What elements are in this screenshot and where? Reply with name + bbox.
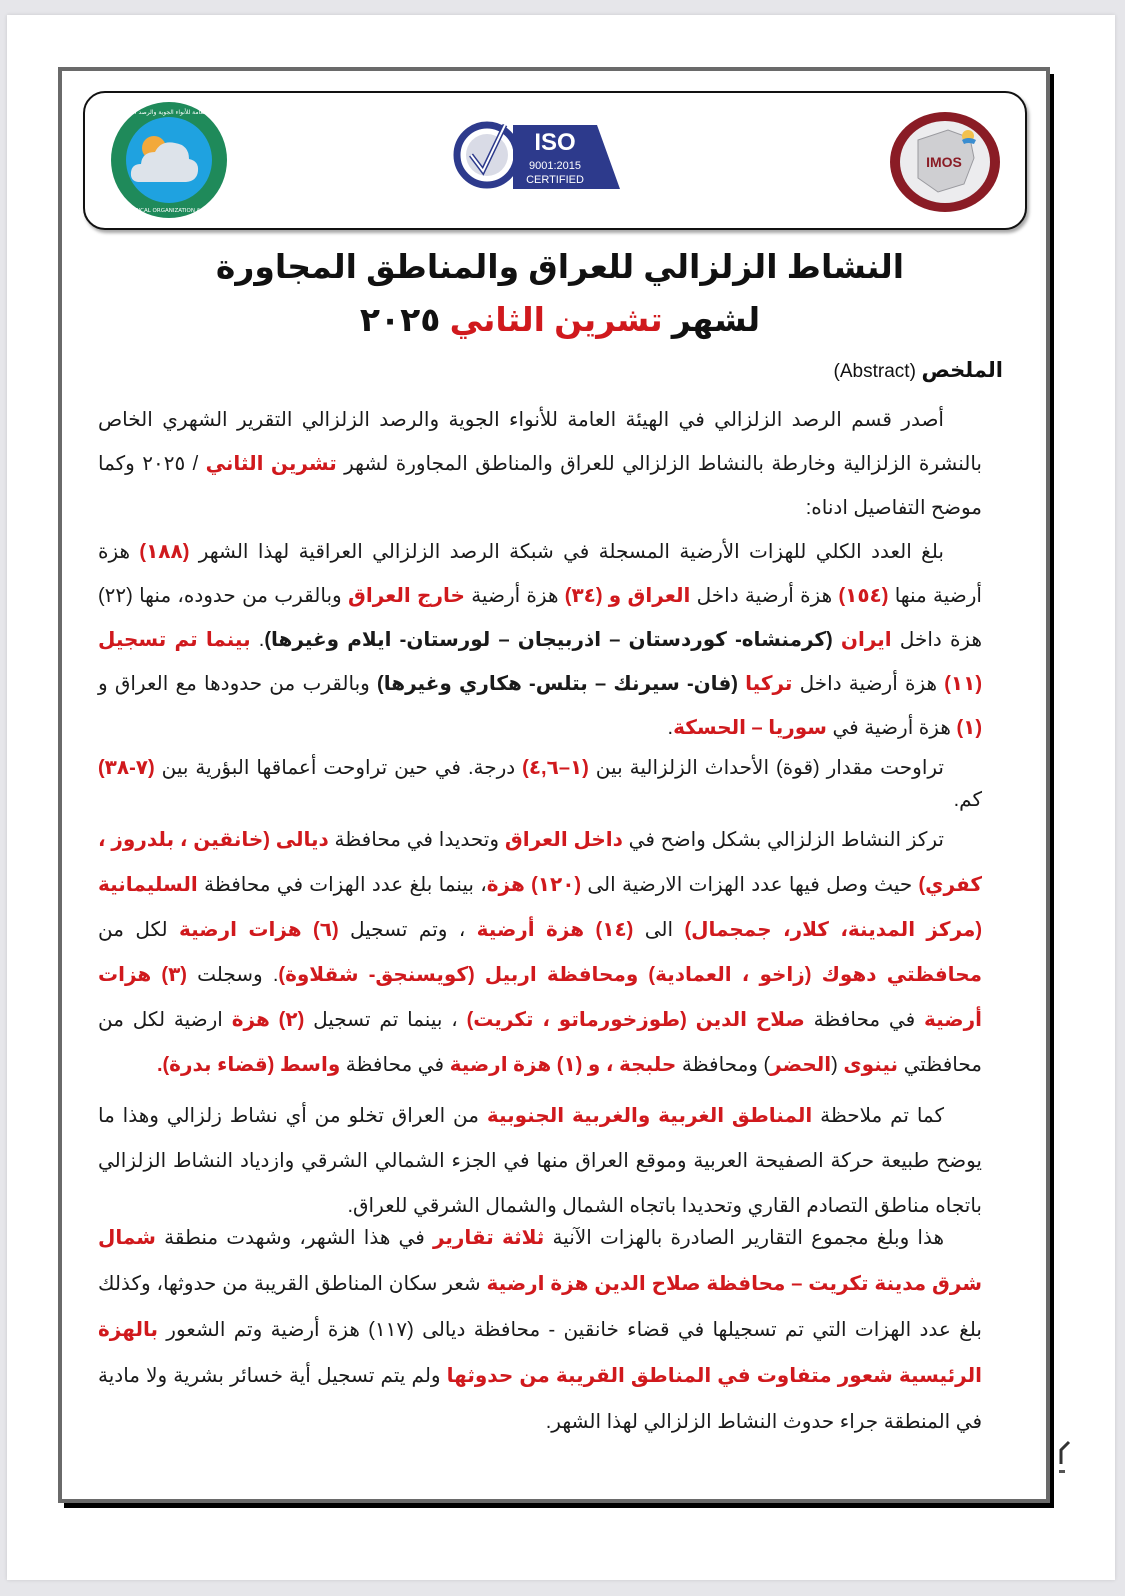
paragraph-intro — [98, 398, 982, 530]
highlighted-text: نينوى — [843, 1054, 899, 1076]
body-text: . وسجلت — [186, 964, 279, 986]
body-text: وتحديدا في محافظة — [328, 829, 505, 851]
body-text: كم. — [953, 789, 982, 811]
body-text: من العراق تخلو من أي نشاط زلزالي وهذا ما يوضح طبيعة حركة الصفيحة العربية وموقع العراق منها في الجزء الشمالي الشرقي وازدياد النشاط الزلزالي باتجاه مناطق التصادم القاري وتحديدا باتجاه الشمال والشمال الشرقي للعراق. — [98, 1105, 982, 1217]
body-text: ، بينما بلغ عدد الهزات في محافظة — [197, 874, 487, 896]
highlighted-text: العراق و (٣٤) — [564, 585, 691, 607]
body-text: في محافظة — [804, 1009, 924, 1031]
body-text: درجة. في حين تراوحت أعماقها البؤرية بين — [154, 757, 523, 779]
body-text: / ٢٠٢٥ وكما موضح التفاصيل ادناه: — [98, 453, 982, 519]
body-text: لكل من — [98, 919, 180, 941]
highlighted-text: محافظتي دهوك (زاخو ، العمادية) ومحافظة اربيل (كويسنجق- شقلاوة) — [278, 964, 982, 986]
body-text: حيث وصل فيها عدد الهزات الارضية الى — [581, 874, 919, 896]
svg-text:CERTIFIED: CERTIFIED — [526, 174, 584, 186]
body-text: بلغ العدد الكلي للهزات الأرضية المسجلة في شبكة الرصد الزلزالي العراقية لهذا الشهر — [189, 541, 944, 563]
body-text: . — [667, 717, 674, 739]
highlighted-text: صلاح الدين (طوزخورماتو ، تكريت) — [466, 1009, 805, 1031]
body-text: هذا وبلغ مجموع التقارير الصادرة بالهزات الآنية — [544, 1227, 944, 1249]
body-text: تركز النشاط الزلزالي بشكل واضح في — [622, 829, 944, 851]
body-text: ( — [831, 1054, 844, 1076]
highlighted-text: (١٢٠) هزة — [486, 874, 582, 896]
highlighted-text: (١–٤,٦) — [522, 757, 589, 779]
highlighted-text: (١٥٤) — [838, 585, 889, 607]
highlighted-text: سوريا – الحسكة — [673, 717, 827, 739]
highlighted-text: (١) — [956, 717, 982, 739]
subtitle-month: تشرين الثاني — [449, 301, 663, 338]
report-title: النشاط الزلزالي للعراق والمناطق المجاورة — [215, 248, 905, 285]
subtitle-year: ٢٠٢٥ — [359, 301, 450, 338]
body-text: . — [250, 629, 265, 651]
paragraph-iraq-distribution — [98, 818, 982, 1088]
paragraph-magnitude-depth — [98, 752, 982, 816]
svg-text:ISO: ISO — [534, 129, 576, 156]
body-text: كما تم ملاحظة — [812, 1105, 945, 1127]
abstract-heading-ar: الملخص — [921, 359, 1003, 382]
body-text: ، وتم تسجيل — [338, 919, 477, 941]
highlighted-text: (٦) هزات ارضية — [179, 919, 339, 941]
bold-text: (كرمنشاه- كوردستان – اذربيجان – لورستان- ايلام وغيرها) — [264, 629, 841, 651]
body-text: تراوحت مقدار (قوة) الأحداث الزلزالية بين — [588, 757, 944, 779]
body-text: في هذا الشهر، وشهدت منطقة — [155, 1227, 433, 1249]
highlighted-text: بالهزة الرئيسية شعور متفاوت في المناطق القريبة من حدوثها — [98, 1319, 982, 1387]
bold-text: (فان- سيرنك – بتلس- هكاري وغيرها) — [377, 673, 746, 695]
paragraph-tectonics — [98, 1094, 982, 1229]
highlighted-text: حلبجة ، و (١) هزة ارضية — [449, 1054, 677, 1076]
highlighted-text: بينما تم تسجيل (١١) — [98, 629, 982, 695]
report-subtitle — [160, 300, 960, 339]
meteorological-organization-logo-icon — [99, 100, 239, 220]
body-text: هزة أرضية داخل — [690, 585, 839, 607]
highlighted-text: السليمانية (مركز المدينة، كلار، جمجمال) — [98, 874, 982, 941]
body-text: ، بينما تم تسجيل — [304, 1009, 467, 1031]
subtitle-prefix: لشهر — [662, 301, 761, 338]
highlighted-text: خارج العراق — [347, 585, 465, 607]
highlighted-text: تركيا — [745, 673, 793, 695]
body-text: وبالقرب من حدوده، منها (٢٢) هزة داخل — [98, 585, 983, 651]
highlighted-text: المناطق الغربية والغربية الجنوبية — [486, 1105, 813, 1127]
highlighted-text: تشرين الثاني — [205, 453, 337, 475]
body-text: الى — [633, 919, 685, 941]
svg-text:الهيئة العامة للأنواء الجوية و: الهيئة العامة للأنواء الجوية والرصد الزلزالي — [116, 109, 222, 116]
edge-artifact-mark — [1057, 1440, 1071, 1480]
body-text: ) ومحافظة — [676, 1054, 771, 1076]
abstract-heading-en: (Abstract) — [833, 361, 916, 382]
body-text: أصدر قسم الرصد الزلزالي في الهيئة العامة للأنواء الجوية والرصد الزلزالي التقرير الشهري الخاص بالنشرة الزلزالية وخارطة بالنشاط الزلزالي للعراق والمناطق المجاورة لشهر — [98, 409, 982, 475]
highlighted-text: الحضر — [770, 1054, 832, 1076]
body-text: في محافظة — [340, 1054, 450, 1076]
highlighted-text: ايران — [840, 629, 892, 651]
highlighted-text: داخل العراق — [504, 829, 623, 851]
body-text: شعر سكان المناطق القريبة من حدوثها، وكذلك بلغ عدد الهزات التي تم تسجيلها في قضاء خانقين - محافظة ديالى (١١٧) هزة أرضية وتم الشعور — [98, 1273, 982, 1341]
svg-text:9001:2015: 9001:2015 — [529, 160, 581, 172]
paragraph-felt-reports — [98, 1215, 982, 1445]
abstract-heading — [834, 358, 1003, 383]
body-text: ارضية لكل من محافظتي — [98, 1009, 982, 1076]
body-text: هزة أرضية في — [826, 717, 957, 739]
body-text: هزة أرضية منها — [98, 541, 982, 607]
highlighted-text: (٧-٣٨) — [98, 757, 155, 779]
highlighted-text: ثلاثة تقارير — [432, 1227, 545, 1249]
highlighted-text: (١٨٨) — [139, 541, 190, 563]
body-text: وبالقرب من حدودها مع العراق و — [98, 673, 378, 695]
body-text: هزة أرضية داخل — [792, 673, 945, 695]
highlighted-text: (١٤) هزة أرضية — [476, 919, 634, 941]
iso-certified-logo-icon — [455, 117, 620, 193]
highlighted-text: ديالى (خانقين ، بلدروز ، كفري) — [98, 829, 982, 896]
svg-text:METEOROLOGICAL ORGANIZATION &: METEOROLOGICAL ORGANIZATION & SEISMOLOGY — [99, 208, 239, 214]
svg-text:IMOS: IMOS — [926, 154, 962, 170]
imos-logo-icon — [888, 110, 1002, 214]
highlighted-text: (٣) هزات أرضية — [98, 964, 982, 1031]
body-text: ولم يتم تسجيل أية خسائر بشرية ولا مادية في المنطقة جراء حدوث النشاط الزلزالي لهذا الشهر. — [98, 1365, 982, 1433]
highlighted-text: شمال شرق مدينة تكريت – محافظة صلاح الدين هزة ارضية — [98, 1227, 982, 1295]
paragraph-total-count — [98, 530, 982, 750]
highlighted-text: واسط (قضاء بدرة). — [156, 1054, 341, 1076]
highlighted-text: (٢) هزة — [231, 1009, 305, 1031]
body-text: هزة أرضية — [464, 585, 565, 607]
